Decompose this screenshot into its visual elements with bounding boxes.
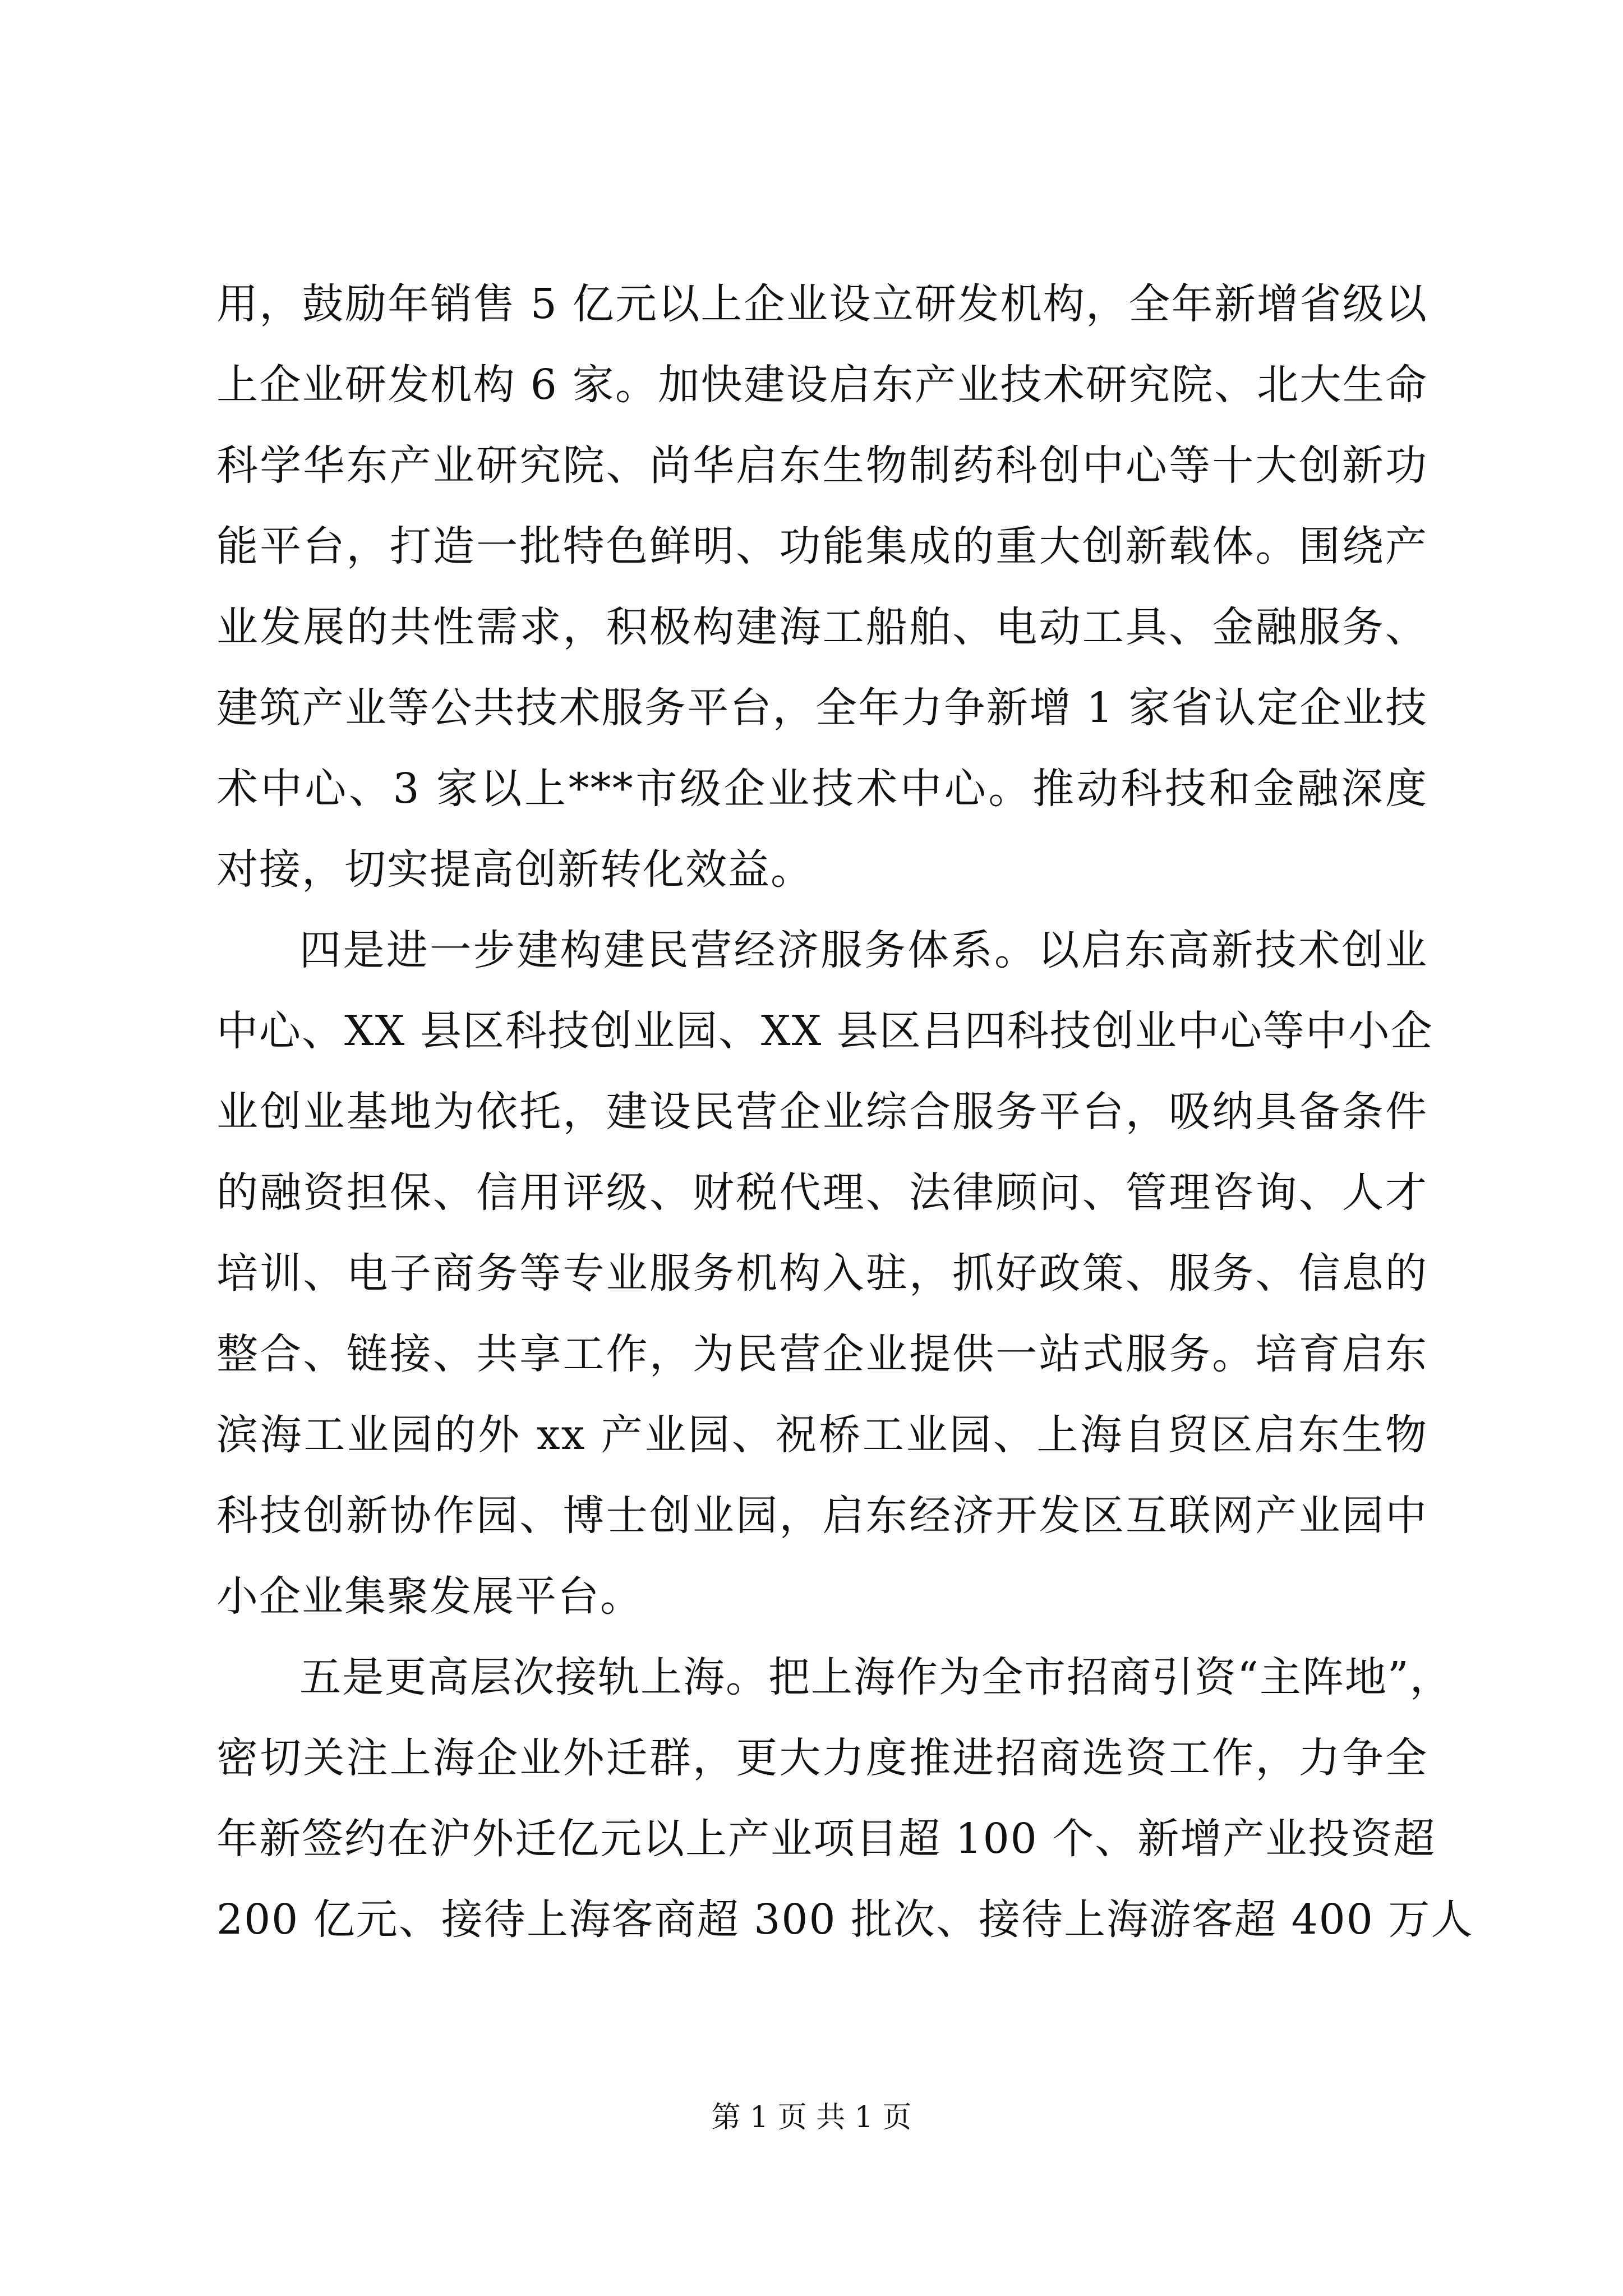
text-line: 滨海工业园的外 xx 产业园、祝桥工业园、上海自贸区启东生物 [216,1411,1428,1459]
document-body [216,264,1474,1960]
text-line: 科技创新协作园、博士创业园，启东经济开发区互联网产业园中 [216,1492,1428,1540]
text-line: 科学华东产业研究院、尚华启东生物制药科创中心等十大创新功 [216,441,1428,490]
text-line: 四是进一步建构建民营经济服务体系。以启东高新技术创业 [299,926,1428,974]
paragraph-2 [216,910,1433,1637]
text-line: 整合、链接、共享工作，为民营企业提供一站式服务。培育启东 [216,1330,1428,1378]
text-line: 业发展的共性需求，积极构建海工船舶、电动工具、金融服务、 [216,603,1428,651]
text-line: 200 亿元、接待上海客商超 300 批次、接待上海游客超 400 万人 [216,1895,1474,1944]
text-line: 术中心、3 家以上***市级企业技术中心。推动科技和金融深度 [216,765,1428,813]
text-line: 中心、XX 县区科技创业园、XX 县区吕四科技创业中心等中小企 [216,1007,1433,1055]
text-line: 建筑产业等公共技术服务平台，全年力争新增 1 家省认定企业技 [216,684,1428,732]
text-line: 业创业基地为依托，建设民营企业综合服务平台，吸纳具备条件 [216,1088,1428,1136]
text-line: 用，鼓励年销售 5 亿元以上企业设立研发机构，全年新增省级以 [216,280,1428,328]
page-number-footer: 第 1 页 共 1 页 [711,2101,912,2134]
text-line: 小企业集聚发展平台。 [216,1572,643,1621]
text-line: 的融资担保、信用评级、财税代理、法律顾问、管理咨询、人才 [216,1168,1428,1217]
text-line: 密切关注上海企业外迁群，更大力度推进招商选资工作，力争全 [216,1734,1428,1782]
text-line: 五是更高层次接轨上海。把上海作为全市招商引资“主阵地”， [299,1653,1453,1701]
text-line: 能平台，打造一批特色鲜明、功能集成的重大创新载体。围绕产 [216,522,1428,570]
text-line: 培训、电子商务等专业服务机构入驻，抓好政策、服务、信息的 [216,1249,1428,1297]
text-line: 上企业研发机构 6 家。加快建设启东产业技术研究院、北大生命 [216,361,1428,409]
paragraph-1 [216,264,1428,910]
text-line: 对接，切实提高创新转化效益。 [216,845,813,894]
paragraph-3 [216,1637,1474,1960]
text-line: 年新签约在沪外迁亿元以上产业项目超 100 个、新增产业投资超 [216,1815,1436,1863]
